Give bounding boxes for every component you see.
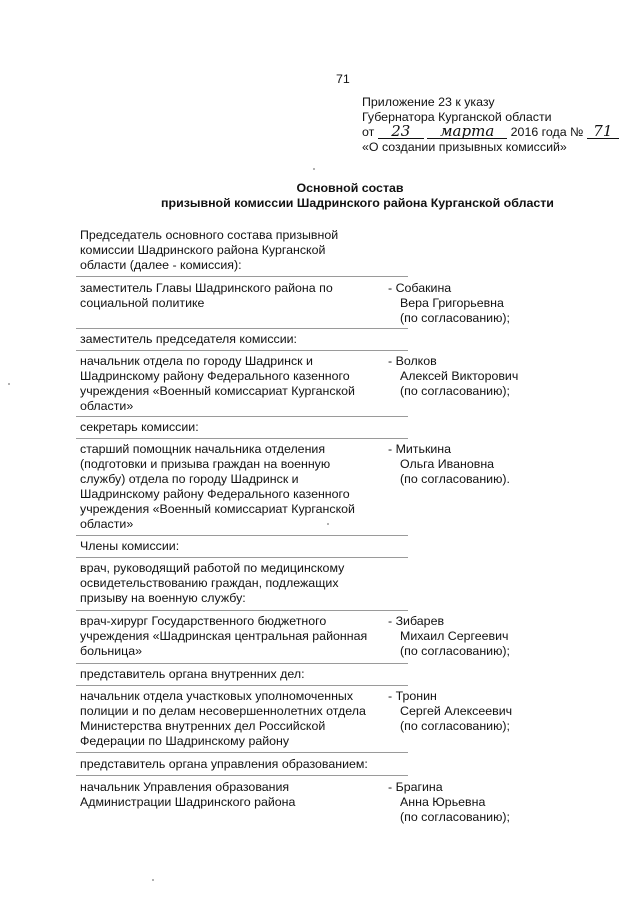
text-line: начальник отдела участковых уполномоченных xyxy=(80,689,354,703)
text-line: учреждения «Военный комиссариат Курганской xyxy=(80,502,355,516)
page-number: 71 xyxy=(336,72,350,86)
person-name: Вера Григорьевна xyxy=(400,296,504,310)
date-year-text: 2016 года № xyxy=(510,125,584,139)
divider xyxy=(76,276,408,277)
text-line: Председатель основного состава призывной xyxy=(80,228,339,242)
person-name: Алексей Викторович xyxy=(400,369,519,383)
text-line: Федерации по Шадринскому району xyxy=(80,734,290,748)
text-line: службу) отдела по городу Шадринск и xyxy=(80,472,299,486)
position-surgeon xyxy=(80,614,380,659)
person-surname: - Зибарев xyxy=(388,614,445,628)
text-line: комиссии Шадринского района Курганской xyxy=(80,243,326,257)
scan-speck xyxy=(8,383,10,385)
medical-doctor-heading xyxy=(80,561,380,606)
person-sobakina xyxy=(388,281,510,326)
text-line: Члены комиссии: xyxy=(80,539,180,553)
handwritten-decree-number: 71 xyxy=(587,125,619,139)
divider xyxy=(76,438,408,439)
text-line: учреждения «Военный комиссариат Курганской xyxy=(80,384,355,398)
person-name: Михаил Сергеевич xyxy=(400,629,509,643)
divider xyxy=(76,775,408,776)
position-education-head xyxy=(80,780,380,810)
appendix-date-line xyxy=(362,122,632,140)
text-line: начальник Управления образования xyxy=(80,780,290,794)
chairman-heading xyxy=(80,228,380,273)
divider xyxy=(76,752,408,753)
text-line: начальник отдела по городу Шадринск и xyxy=(80,354,313,368)
divider xyxy=(76,557,408,558)
education-heading xyxy=(80,757,380,772)
deputy-chairman-heading xyxy=(80,332,380,347)
person-name: Ольга Ивановна xyxy=(400,457,495,471)
divider xyxy=(76,350,408,351)
appendix-header xyxy=(362,95,632,155)
text-line: секретарь комиссии: xyxy=(80,420,199,434)
text-line: больница» xyxy=(80,644,143,658)
document-title xyxy=(0,181,640,211)
person-volkov xyxy=(388,354,518,399)
handwritten-day: 23 xyxy=(378,125,424,139)
text-line: врач-хирург Государственного бюджетного xyxy=(80,614,327,628)
text-line: полиции и по делам несовершеннолетних отдела xyxy=(80,704,366,718)
person-surname: - Волков xyxy=(388,354,437,368)
scan-speck xyxy=(327,523,329,525)
scan-speck xyxy=(313,168,315,170)
person-note: (по согласованию); xyxy=(400,311,510,325)
person-note: (по согласованию); xyxy=(400,644,510,658)
divider xyxy=(76,416,408,417)
position-deputy-head xyxy=(80,281,380,311)
text-line: врач, руководящий работой по медицинскому xyxy=(80,561,345,575)
person-surname: - Тронин xyxy=(388,689,437,703)
title-line-2: призывной комиссии Шадринского района Курганской области xyxy=(161,196,554,210)
text-line: Шадринскому району Федерального казенного xyxy=(80,487,350,501)
appendix-line-4: «О создании призывных комиссий» xyxy=(362,140,567,154)
divider xyxy=(76,610,408,611)
text-line: области» xyxy=(80,399,134,413)
appendix-line-1: Приложение 23 к указу xyxy=(362,95,495,109)
person-name: Сергей Алексеевич xyxy=(400,704,513,718)
scan-speck xyxy=(152,879,154,881)
handwritten-month: марта xyxy=(427,125,507,139)
person-tronin xyxy=(388,689,512,734)
appendix-line-2: Губернатора Курганской области xyxy=(362,110,552,124)
person-name: Анна Юрьевна xyxy=(400,795,486,809)
person-surname: - Собакина xyxy=(388,281,452,295)
text-line: социальной политике xyxy=(80,296,205,310)
divider xyxy=(76,328,408,329)
text-line: Министерства внутренних дел Российской xyxy=(80,719,326,733)
person-note: (по согласованию); xyxy=(400,810,510,824)
text-line: учреждения «Шадринская центральная районная xyxy=(80,629,368,643)
divider xyxy=(76,663,408,664)
text-line: представитель органа внутренних дел: xyxy=(80,667,305,681)
person-note: (по согласованию); xyxy=(400,719,510,733)
person-note: (по согласованию); xyxy=(400,384,510,398)
text-line: области» xyxy=(80,517,134,531)
position-police-head xyxy=(80,689,380,749)
text-line: Администрации Шадринского района xyxy=(80,795,296,809)
person-bragina xyxy=(388,780,510,825)
secretary-heading xyxy=(80,420,380,435)
text-line: представитель органа управления образованием: xyxy=(80,757,368,771)
person-surname: - Брагина xyxy=(388,780,443,794)
person-surname: - Митькина xyxy=(388,442,452,456)
text-line: заместитель председателя комиссии: xyxy=(80,332,297,346)
position-military-commissariat-head xyxy=(80,354,380,414)
text-line: старший помощник начальника отделения xyxy=(80,442,326,456)
text-line: (подготовки и призыва граждан на военную xyxy=(80,457,331,471)
person-note: (по согласованию). xyxy=(400,472,510,486)
person-zibarev xyxy=(388,614,510,659)
position-senior-assistant xyxy=(80,442,380,532)
text-line: освидетельствованию граждан, подлежащих xyxy=(80,576,339,590)
divider xyxy=(76,535,408,536)
date-prefix: от xyxy=(362,125,375,139)
text-line: области (далее - комиссия): xyxy=(80,258,242,272)
person-mitkina xyxy=(388,442,510,487)
divider xyxy=(76,685,408,686)
internal-affairs-heading xyxy=(80,667,380,682)
text-line: заместитель Главы Шадринского района по xyxy=(80,281,333,295)
members-heading xyxy=(80,539,380,554)
text-line: призыву на военную службу: xyxy=(80,591,246,605)
title-line-1: Основной состав xyxy=(296,181,404,195)
text-line: Шадринскому району Федерального казенного xyxy=(80,369,350,383)
